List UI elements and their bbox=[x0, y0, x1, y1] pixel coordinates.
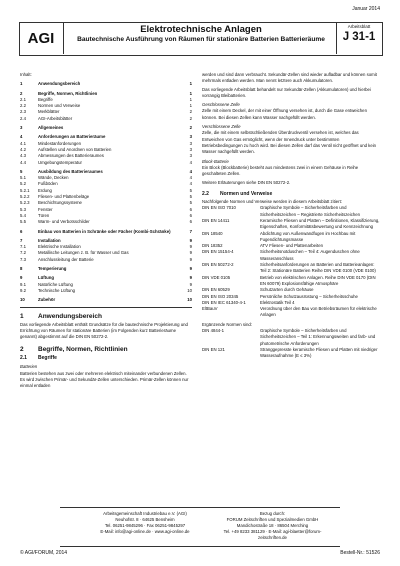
toc-number: 5.2 bbox=[20, 181, 26, 187]
subsection-heading: 2.2 Normen und Verweise bbox=[202, 190, 273, 197]
norm-entry bbox=[202, 347, 380, 360]
footer-line: Arbeitsgemeinschaft Industriebau e.V. (AGI) bbox=[103, 511, 187, 516]
toc-number: 5.3 bbox=[20, 206, 26, 212]
footer-line: E-Mail: info@agi-online.de · www.agi-online.de bbox=[100, 529, 190, 534]
toc-title: Türen bbox=[38, 212, 50, 218]
divider bbox=[20, 307, 192, 308]
toc-title: Fenster bbox=[38, 206, 53, 212]
norm-code: EltBauV bbox=[202, 306, 218, 312]
toc-number: 4 bbox=[20, 134, 23, 140]
issue-date: Januar 2014 bbox=[352, 6, 380, 12]
toc-number: 7.1 bbox=[20, 244, 26, 250]
toc-page: 4 bbox=[189, 159, 192, 165]
toc-entry bbox=[20, 288, 192, 294]
toc-number: 5.5 bbox=[20, 219, 26, 225]
toc-page: 3 bbox=[189, 153, 192, 159]
toc-number: 7 bbox=[20, 237, 23, 243]
toc-page: 2 bbox=[189, 109, 192, 115]
paragraph: werden und sind dann verbraucht. Sekundär-Zellen sind wieder aufladbar und können somit mehrmals entladen werden. Man nennt letztere auch Akkumulatoren. bbox=[202, 72, 377, 84]
sheet-label: Arbeitsblatt bbox=[347, 24, 371, 29]
toc-page: 7 bbox=[189, 228, 192, 234]
toc-page: 3 bbox=[189, 134, 192, 140]
norm-description: Abdichtung von Außenwandfugen im Hochbau mit Fugendichtungsmasse bbox=[260, 230, 356, 242]
paragraph: Ergänzende Normen sind: bbox=[202, 321, 252, 327]
footer-line: Neuhofstr. 8 · 64625 Bensheim bbox=[115, 517, 175, 522]
toc-number: 9.2 bbox=[20, 287, 26, 293]
norms-list bbox=[202, 328, 380, 359]
toc-title: Umgebungstemperatur bbox=[38, 159, 82, 165]
toc-title: Einbau von Batterien in Schränke oder Fächer (Kombi-Schränke) bbox=[38, 228, 171, 234]
toc-number: 5.1 bbox=[20, 175, 26, 181]
toc-number: 3 bbox=[20, 125, 23, 131]
norm-entry bbox=[202, 249, 380, 262]
toc-page: 10 bbox=[187, 287, 192, 293]
toc-page: 1 bbox=[189, 81, 192, 87]
toc-entry bbox=[20, 266, 192, 272]
toc-title: Temperierung bbox=[38, 266, 67, 272]
toc-page: 1 bbox=[189, 90, 192, 96]
norm-description: Elektrostatik Teil 4 bbox=[260, 299, 295, 305]
toc-number: 2 bbox=[20, 90, 23, 96]
toc-page: 5 bbox=[189, 187, 192, 193]
toc-title: Technische Lüftung bbox=[38, 287, 76, 293]
toc-title: Erdung bbox=[38, 187, 52, 193]
toc-title: Allgemeines bbox=[38, 125, 64, 131]
toc-page: 9 bbox=[189, 250, 192, 256]
order-number: Bestell-Nr.: 51526 bbox=[340, 550, 380, 556]
toc-page: 10 bbox=[187, 297, 192, 303]
norm-description: Verordnung über den Bau von Betriebsräumen für elektrische Anlagen bbox=[260, 306, 377, 318]
toc-number: 7.2 bbox=[20, 250, 26, 256]
toc-title: Fußböden bbox=[38, 181, 58, 187]
term-heading: Verschlossene Zelle bbox=[202, 124, 241, 130]
toc-number: 2.2 bbox=[20, 103, 26, 109]
norm-description: Persönliche Schutzausrüstung – Sicherheitsschuhe bbox=[260, 293, 358, 299]
norm-code: DIN EN ISO 20345 bbox=[202, 293, 239, 299]
norm-entry bbox=[202, 231, 380, 244]
toc-title: Normen und Verweise bbox=[38, 103, 81, 109]
norm-code: DIN VDE 0105 bbox=[202, 274, 231, 280]
term-body: Ein Block (Blockbatterie) besteht aus mindestens zwei in einem Gehäuse in Reihe geschalteten Zellen. bbox=[202, 164, 359, 177]
section-body: Das vorliegende Arbeitsblatt enthält Grundsätze für die bautechnische Projektierung und Errichtung von Räumen für stationäre Batterien (im Folgenden kurz Batterieräume genannt) abgestimmt auf die DIN EN 50272-2. bbox=[20, 321, 188, 340]
toc-page: 9 bbox=[189, 275, 192, 281]
toc-number: 5.2.3 bbox=[20, 200, 30, 206]
toc-page: 3 bbox=[189, 140, 192, 146]
norm-description: Graphische Symbole – Sicherheitsfarben und Sicherheitszeichen – Teil 1: Erkennungsweiten und farb- und photometrische Anforderungen bbox=[260, 327, 376, 346]
toc-title: Metallische Leitungen z. B. für Wasser und Gas bbox=[38, 250, 129, 256]
norm-code: DIN EN 14411 bbox=[202, 217, 230, 223]
toc-number: 9 bbox=[20, 275, 23, 281]
toc-page: 9 bbox=[189, 281, 192, 287]
toc-title: Anschlussleitung der Batterie bbox=[38, 256, 94, 262]
toc-title: Warm- und Verbotsschilder bbox=[38, 219, 90, 225]
toc-page: 9 bbox=[189, 237, 192, 243]
toc-title: Wände, Decken bbox=[38, 175, 69, 181]
norm-description: Sicherheitsnotduschen – Teil 4: Augenduschen ohne Wasseranschluss bbox=[260, 249, 360, 261]
toc-page: 2 bbox=[189, 115, 192, 121]
toc-number: 10 bbox=[20, 297, 25, 303]
norm-description: Schutzarten durch Gehäuse bbox=[260, 287, 314, 293]
norm-code: DIN EN IEC 61340-4-1 bbox=[202, 299, 246, 305]
toc-title: Aufstellen und Anordnen von Batterien bbox=[38, 146, 112, 152]
toc-number: 5.2.1 bbox=[20, 187, 30, 193]
norm-description: ATV Fliesen- und Plattenarbeiten bbox=[260, 243, 323, 249]
toc-title: Merkblätter bbox=[38, 109, 60, 115]
toc-number: 4.3 bbox=[20, 153, 26, 159]
toc-entry bbox=[20, 125, 192, 131]
left-column bbox=[20, 72, 192, 389]
toc-number: 5 bbox=[20, 168, 23, 174]
sheet-number-box bbox=[336, 22, 381, 54]
document-subtitle: Bautechnische Ausführung von Räumen für stationäre Batterien Batterieräume bbox=[77, 36, 325, 43]
toc-title: Fliesen- und Plattenbeläge bbox=[38, 194, 90, 200]
toc-entry bbox=[20, 257, 192, 263]
section-heading: 1 Anwendungsbereich bbox=[20, 312, 102, 320]
paragraph: Nachfolgende Normen und Verweise werden in diesem Arbeitsblatt zitiert: bbox=[202, 199, 342, 205]
toc-number: 5.4 bbox=[20, 212, 26, 218]
norm-entry bbox=[202, 275, 380, 288]
toc-entry bbox=[20, 81, 192, 87]
norm-description: Stranggepresste keramische Fliesen und Platten mit niedriger Wasseraufnahme (E ≤ 3%) bbox=[260, 346, 378, 359]
toc-number: 2.4 bbox=[20, 115, 26, 121]
norm-code: DIN 18540 bbox=[202, 230, 223, 236]
toc-title: Begriffe, Normen, Richtlinien bbox=[38, 90, 98, 96]
publisher-info bbox=[90, 511, 200, 535]
term-body: Zelle mit einem Deckel, der mit einer Öffnung versehen ist, durch die Gase entweichen können. Bei diesen Zellen kann Wasser nachgefüllt werden. bbox=[202, 108, 367, 120]
norm-code: DIN 4844-1 bbox=[202, 327, 224, 333]
toc-number: 5.2.2 bbox=[20, 194, 30, 200]
norm-code: DIN EN 50272-2 bbox=[202, 262, 234, 268]
toc-number: 9.1 bbox=[20, 281, 26, 287]
term-heading: Batterien bbox=[20, 364, 38, 370]
footer-line: Bezug durch: bbox=[259, 511, 286, 516]
norm-description: Betrieb von elektrischen Anlagen. Reihe DIN VDE 0170 (DIN EN 60079) Explosionsfähige Atmosphäre bbox=[260, 274, 376, 286]
toc-number: 7.3 bbox=[20, 256, 26, 262]
toc-title: Beschichtungssysteme bbox=[38, 200, 82, 206]
right-column bbox=[202, 72, 380, 359]
toc-label: Inhalt: bbox=[20, 72, 32, 77]
sheet-number: J 31-1 bbox=[342, 31, 376, 43]
toc-title: Anwendungsbereich bbox=[38, 81, 81, 87]
toc-entry bbox=[20, 160, 192, 166]
toc-page: 9 bbox=[189, 244, 192, 250]
toc-entry bbox=[20, 229, 192, 235]
footer-line: Mandichostraße 18 · 86504 Merching bbox=[236, 523, 309, 528]
toc-page: 9 bbox=[189, 256, 192, 262]
term-heading: Block-Batterie bbox=[202, 158, 229, 164]
toc-title: Begriffe bbox=[38, 96, 53, 102]
toc-page: 4 bbox=[189, 181, 192, 187]
norm-description: Graphische Symbole – Sicherheitsfarben und Sicherheitszeichen – Registrierte Sicherheitszeichen bbox=[260, 205, 361, 217]
toc-number: 6 bbox=[20, 228, 23, 234]
toc-number: 2.1 bbox=[20, 96, 26, 102]
toc-title: Lüftung bbox=[38, 275, 54, 281]
norm-code: DIN EN 60529 bbox=[202, 287, 230, 293]
toc-number: 8 bbox=[20, 266, 23, 272]
paragraph: Weitere Erläuterungen siehe DIN EN 50272-2. bbox=[202, 180, 291, 186]
toc-title: Installation bbox=[38, 237, 61, 243]
toc-title: Zubehör bbox=[38, 297, 56, 303]
toc-number: 2.3 bbox=[20, 109, 26, 115]
toc-title: Ausbildung des Batterieraumes bbox=[38, 168, 103, 174]
toc-page: 6 bbox=[189, 219, 192, 225]
norm-entry bbox=[202, 328, 380, 347]
toc-page: 9 bbox=[189, 266, 192, 272]
norm-description: Sicherheitsanforderungen an Batterien und Batterieanlagen: Teil 2: Stationäre Batterien Reihe DIN VDE 0100 (VDE 0100) bbox=[260, 262, 376, 274]
footer bbox=[60, 507, 340, 547]
norm-entry bbox=[202, 306, 380, 319]
norm-code: DIN EN 15154-4 bbox=[202, 249, 234, 255]
toc-number: 1 bbox=[20, 81, 23, 87]
toc-title: Abmessungen des Batterieraumes bbox=[38, 153, 104, 159]
toc-entry bbox=[20, 297, 192, 303]
toc-page: 1 bbox=[189, 96, 192, 102]
term-body: Batterien bestehen aus zwei oder mehreren elektrisch miteinander verbundenen Zellen. Es wird zwischen Primär- und Sekundär-Zellen unterschieden. Primär-Zellen können nur einmal entladen bbox=[20, 370, 189, 389]
footer-line: Tel. +49 8233 381129 · E-Mail: agi-blaetter@forum-zeitschriften.de bbox=[223, 529, 322, 540]
agi-logo: AGI bbox=[19, 22, 64, 54]
toc-title: Anforderungen an Batterieräume bbox=[38, 134, 106, 140]
toc-title: Natürliche Lüftung bbox=[38, 281, 73, 287]
subsection-heading: 2.1 Begriffe bbox=[20, 354, 57, 361]
term-body: Zelle, die mit einem selbstschließenden Überdruckventil versehen ist, welches das Entweichen von Gas ermöglicht, wenn der Innendruck unter bestimmten Betriebsbedingungen zu hoch wird. Bei diesen Zellen darf das Ventil nicht geöffnet und kein Wasser nachgefüllt werden. bbox=[202, 130, 377, 155]
toc-number: 4.1 bbox=[20, 140, 26, 146]
norm-description: Keramische Fliesen und Platten – Definitionen, Klassifizierung, Eigenschaften, Konformitätsbewertung und Kennzeichnung bbox=[260, 217, 380, 230]
toc-page: 3 bbox=[189, 146, 192, 152]
norm-entry bbox=[202, 218, 380, 231]
toc-entry bbox=[20, 219, 192, 225]
norm-entry bbox=[202, 205, 380, 218]
toc-page: 2 bbox=[189, 125, 192, 131]
norm-entry bbox=[202, 262, 380, 275]
toc-page: 5 bbox=[189, 200, 192, 206]
toc-entry bbox=[20, 116, 192, 122]
norms-list bbox=[202, 205, 380, 318]
toc-page: 6 bbox=[189, 212, 192, 218]
term-heading: Geschlossene Zelle bbox=[202, 102, 240, 108]
document-title: Elektrotechnische Anlagen bbox=[140, 24, 262, 35]
footer-line: FORUM Zeitschriften und Spezialmedien GmbH bbox=[226, 517, 319, 522]
toc-number: 4.4 bbox=[20, 159, 26, 165]
toc-page: 5 bbox=[189, 194, 192, 200]
toc-title: Elektrische Installation bbox=[38, 244, 81, 250]
distributor-info bbox=[210, 511, 335, 541]
norm-code: DIN EN 121 bbox=[202, 346, 225, 352]
table-of-contents bbox=[20, 81, 192, 303]
toc-page: 6 bbox=[189, 206, 192, 212]
toc-number: 4.2 bbox=[20, 146, 26, 152]
paragraph: Das vorliegende Arbeitsblatt behandelt nur Sekundär-Zellen (Akkumulatoren) und hierbei vorrangig Bleibatterien. bbox=[202, 86, 371, 98]
section-heading: 2 Begriffe, Normen, Richtlinien bbox=[20, 345, 128, 353]
norm-code: DIN 18352 bbox=[202, 243, 223, 249]
norm-code: DIN EN ISO 7010 bbox=[202, 205, 236, 211]
copyright: © AGI/FORUM, 2014 bbox=[20, 550, 68, 556]
toc-page: 4 bbox=[189, 168, 192, 174]
toc-title: AGI-Arbeitsblätter bbox=[38, 115, 73, 121]
toc-title: Mindestanforderungen bbox=[38, 140, 81, 146]
toc-page: 4 bbox=[189, 175, 192, 181]
toc-page: 1 bbox=[189, 103, 192, 109]
footer-line: Tel. 06251-9845296 · Fax 06251-9845297 bbox=[104, 523, 186, 528]
